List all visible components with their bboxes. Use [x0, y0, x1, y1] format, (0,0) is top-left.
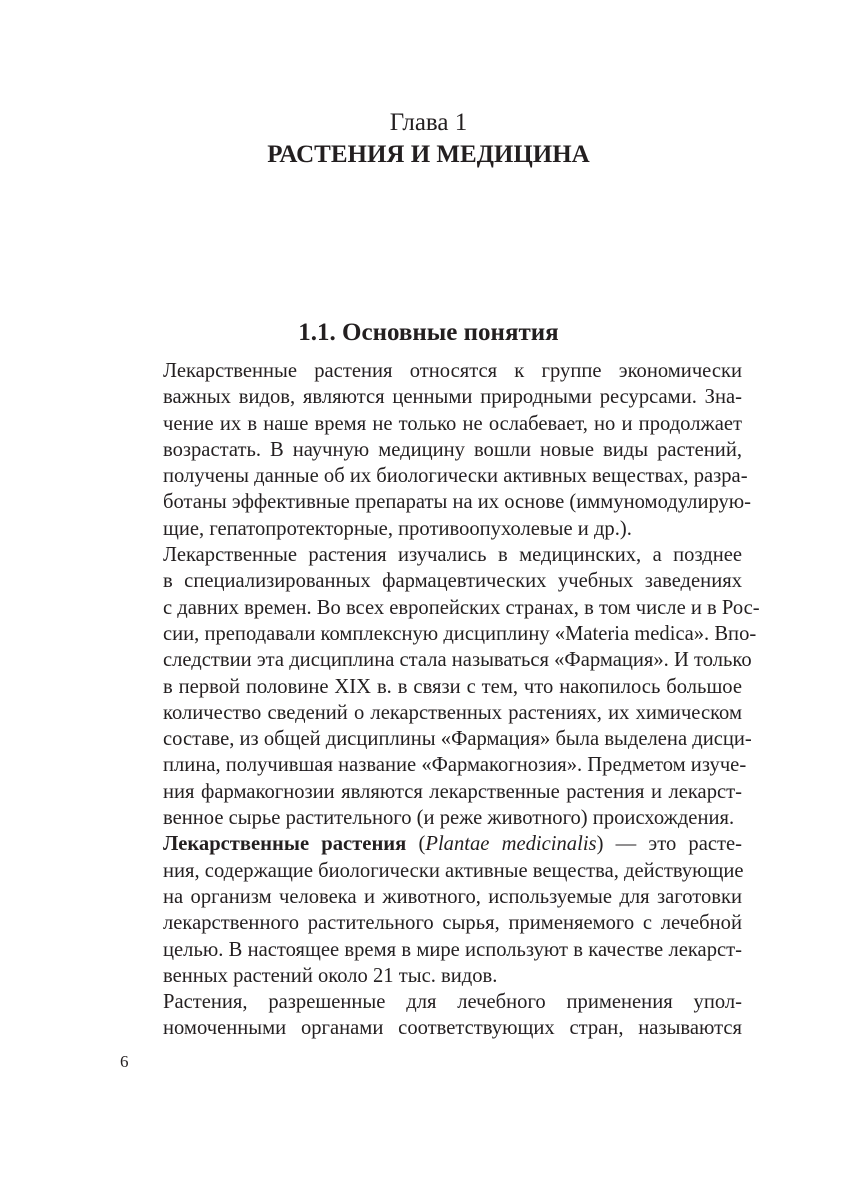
page-number: 6 — [120, 1052, 129, 1071]
term-bold: Лекарственные растения — [163, 833, 407, 856]
text-line: ния, содержащие биологически активные вещества, действующие — [163, 859, 744, 882]
text-line: возрастать. В научную медицину вошли новые виды растений, — [163, 438, 742, 461]
text-line: Лекарственные растения относятся к группе экономически — [163, 360, 742, 382]
chapter-title: РАСТЕНИЯ И МЕДИЦИНА — [267, 141, 590, 168]
text-line: целью. В настоящее время в мире используют в качестве лекарст- — [163, 938, 742, 961]
text-line: получены данные об их биологически активных веществах, разра- — [163, 465, 748, 488]
text-line: Лекарственные растения изучались в медицинских, а позднее — [163, 544, 742, 567]
text-line: лекарственного растительного сырья, применяемого с лечебной — [163, 912, 742, 935]
paragraph-2 — [120, 542, 760, 831]
text-line: Растения, разрешенные для лечебного применения упол- — [163, 991, 742, 1014]
text-fragment: ) — это расте- — [596, 833, 742, 856]
text-line: с давних времен. Во всех европейских странах, в том числе и в Рос- — [163, 596, 760, 619]
paren-open: ( — [406, 833, 426, 856]
paragraph-4 — [120, 989, 742, 1042]
text-line: в специализированных фармацевтических учебных заведениях — [163, 570, 742, 593]
text-line: венных растений около 21 тыс. видов. — [163, 964, 498, 987]
text-line: плина, получившая название «Фармакогнозия». Предметом изуче- — [163, 754, 747, 777]
text-line: ния фармакогнозии являются лекарственные растения и лекарст- — [163, 780, 742, 803]
text-line: важных видов, являются ценными природными ресурсами. Зна- — [163, 386, 742, 409]
paragraph-3 — [120, 831, 742, 989]
text-line: чение их в наше время не только не ослабевает, но и продолжает — [163, 412, 742, 435]
latin-name: Plantae medicinalis — [425, 833, 597, 856]
text-line: следствии эта дисциплина стала называться «Фармация». И только — [163, 649, 752, 672]
body-text — [120, 358, 760, 1042]
text-line: венное сырье растительного (и реже животного) происхождения. — [163, 807, 735, 830]
text-line: количество сведений о лекарственных растениях, их химическом — [163, 701, 742, 724]
text-line: сии, преподавали комплексную дисциплину «Materia medica». Впо- — [163, 622, 757, 645]
paragraph-1 — [120, 358, 752, 542]
text-line: щие, гепатопротекторные, противоопухолевые и др.). — [163, 517, 632, 540]
chapter-label: Глава 1 — [389, 109, 468, 136]
text-line: в первой половине XIX в. в связи с тем, что накопилось большое — [163, 675, 742, 698]
text-line: ботаны эффективные препараты на их основе (иммуномодулирую- — [163, 491, 752, 514]
text-line: номоченными органами соответствующих стран, называются — [163, 1017, 742, 1040]
text-line: составе, из общей дисциплины «Фармация» была выделена дисци- — [163, 728, 752, 751]
text-line: на организм человека и животного, используемые для заготовки — [163, 885, 742, 908]
section-title: 1.1. Основные понятия — [298, 319, 559, 346]
text-line — [120, 831, 742, 857]
